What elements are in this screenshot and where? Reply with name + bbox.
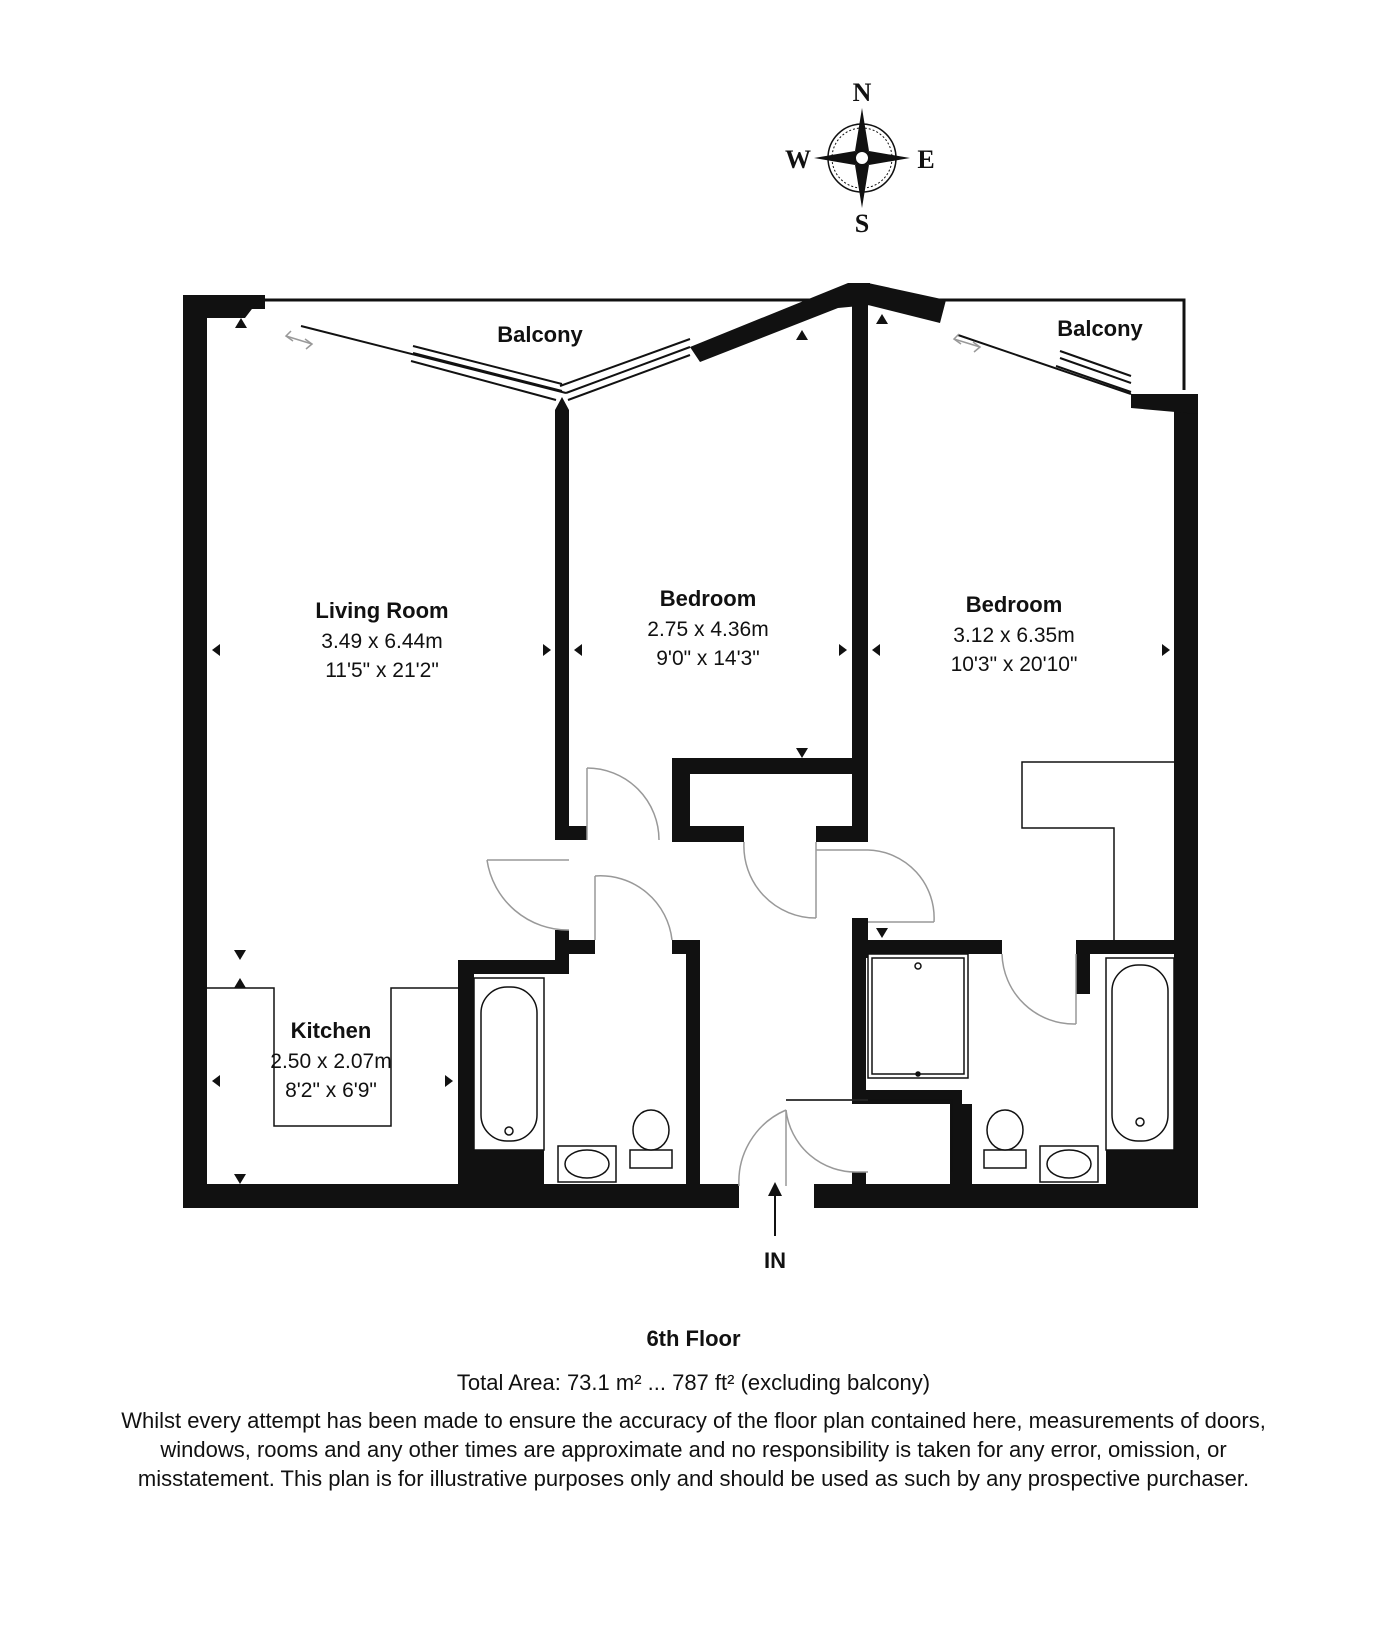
entrance-arrow — [764, 1182, 786, 1273]
compass-rose — [785, 78, 935, 238]
windows — [286, 326, 1131, 400]
room-name: Kitchen — [290, 1018, 372, 1043]
room-dimension-imperial: 8'2" x 6'9" — [285, 1079, 377, 1102]
room-name: Bedroom — [965, 592, 1063, 617]
compass-north-label: N — [852, 78, 872, 107]
room-dimension-metric: 3.49 x 6.44m — [321, 630, 443, 653]
room-name: Living Room — [315, 598, 449, 623]
floor-title: 6th Floor — [646, 1326, 741, 1351]
room-bedroom-1 — [647, 586, 768, 670]
disclaimer-text: Whilst every attempt has been made to ensure the accuracy of the floor plan contained here, measurements of doors, windows, rooms and any other times are approximate and no responsibility is taken for any error, omission, or misstatement. This plan is for illustrative purposes only and should be used as such by any prospective purchaser. — [121, 1408, 1266, 1491]
compass-east-label: E — [917, 145, 935, 174]
balcony-label-left: Balcony — [497, 322, 583, 347]
total-area: Total Area: 73.1 m² ... 787 ft² (excluding balcony) — [456, 1370, 931, 1395]
room-dimension-imperial: 9'0" x 14'3" — [656, 647, 760, 670]
balcony-label-right: Balcony — [1057, 316, 1143, 341]
bathroom-fixtures — [474, 954, 1174, 1182]
room-dimension-metric: 2.75 x 4.36m — [647, 618, 769, 641]
room-bedroom-2 — [951, 592, 1078, 676]
room-name: Bedroom — [659, 586, 757, 611]
room-dimension-metric: 3.12 x 6.35m — [953, 624, 1075, 647]
room-kitchen — [270, 1018, 391, 1102]
room-dimension-metric: 2.50 x 2.07m — [270, 1050, 392, 1073]
compass-south-label: S — [854, 209, 870, 238]
room-dimension-imperial: 11'5" x 21'2" — [325, 659, 439, 682]
compass-west-label: W — [785, 145, 811, 174]
room-living-room — [315, 598, 448, 682]
room-dimension-imperial: 10'3" x 20'10" — [950, 653, 1078, 676]
entrance-label: IN — [764, 1248, 786, 1273]
